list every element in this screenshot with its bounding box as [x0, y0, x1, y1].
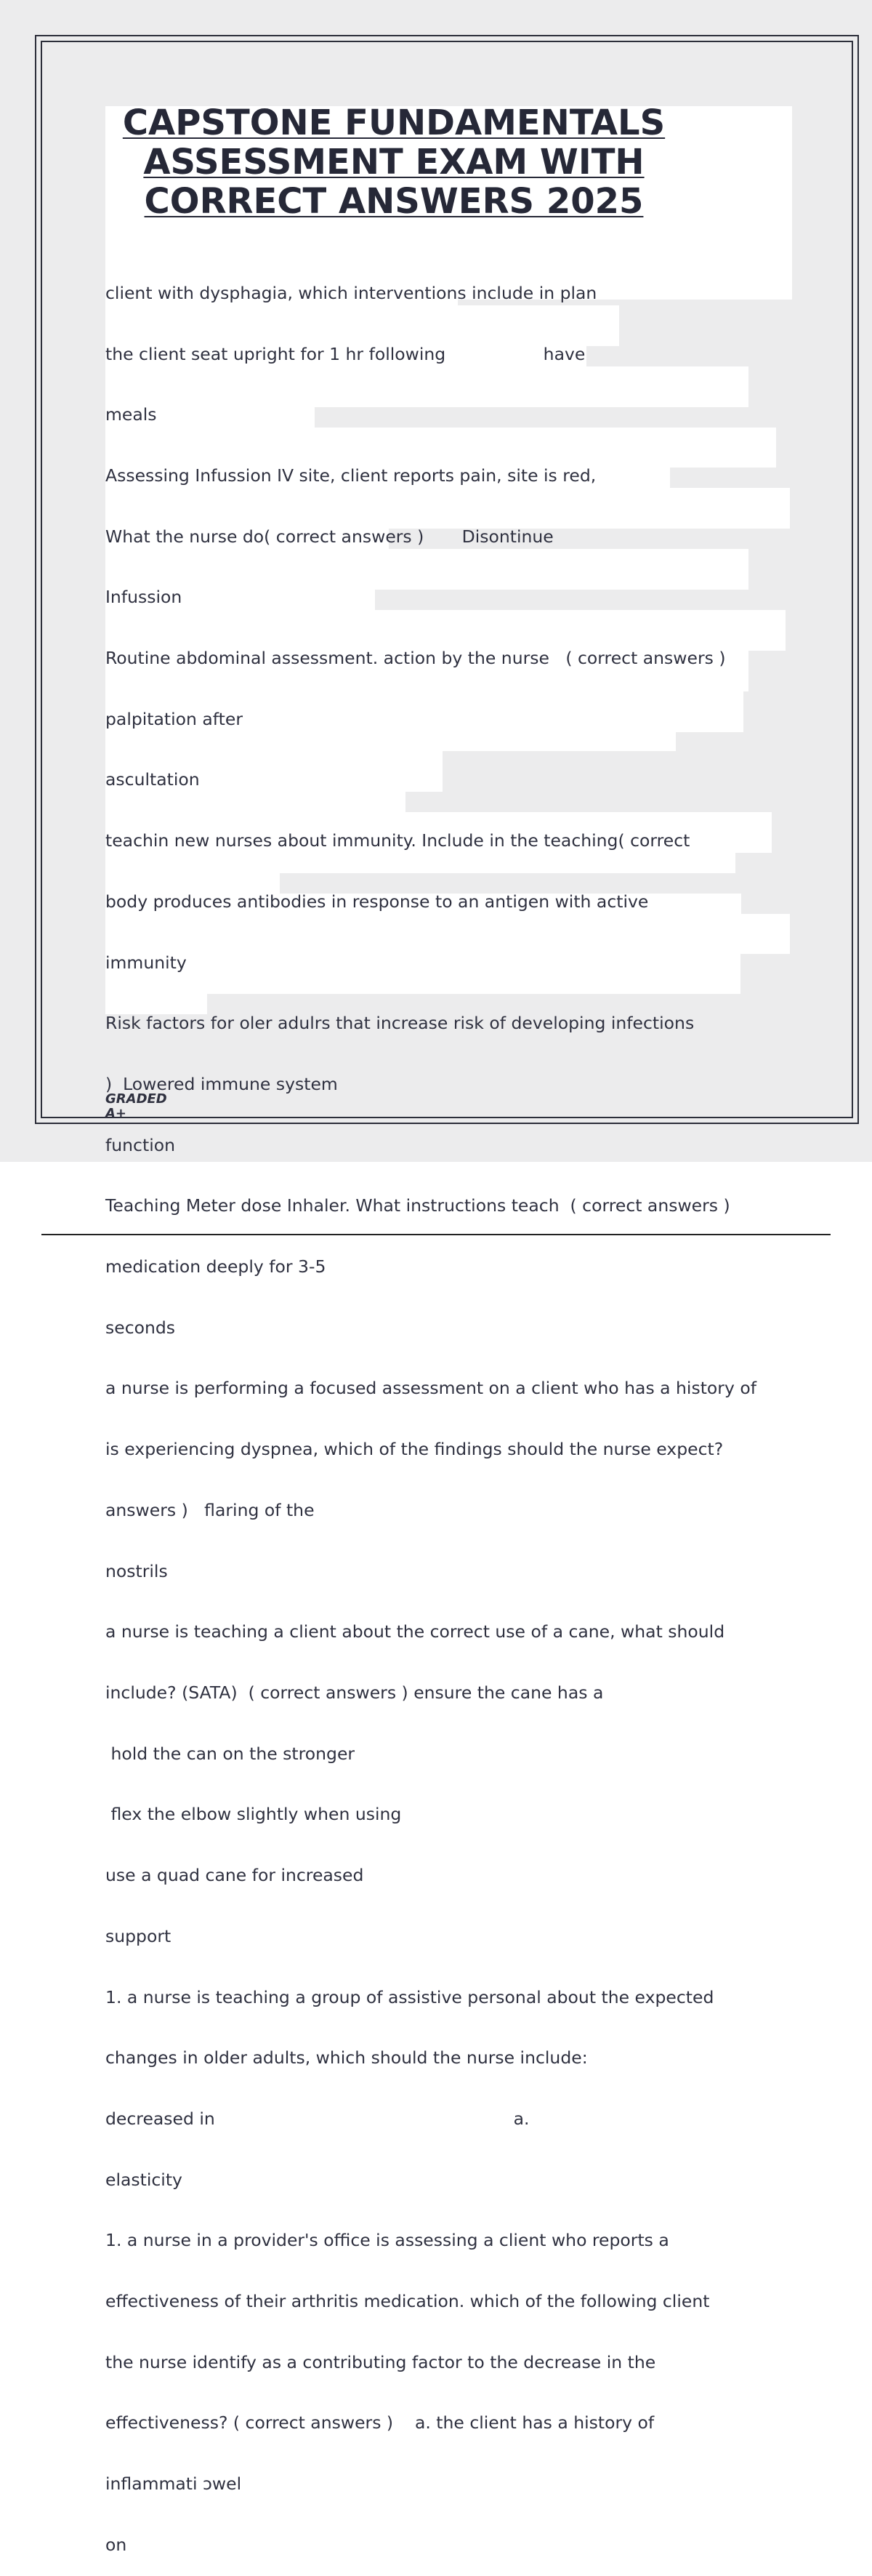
- text-line: ascultation: [105, 769, 200, 790]
- text-line: include? (SATA) ( correct answers ) ensure the cane has a: [105, 1682, 604, 1703]
- text-line: flex the elbow slightly when using: [105, 1804, 402, 1825]
- text-line: Risk factors for oler adulrs that increase risk of developing infections: [105, 1013, 695, 1034]
- document-title: [105, 103, 682, 221]
- text-line: meals: [105, 404, 157, 425]
- text-line: body produces antibodies in response to an antigen with active: [105, 891, 649, 912]
- text-line: decreased in a.: [105, 2108, 530, 2129]
- text-line: answers ) flaring of the: [105, 1499, 315, 1520]
- text-line: immunity: [105, 952, 187, 973]
- text-line: ) Lowered immune system: [105, 1073, 338, 1094]
- text-line: effectiveness of their arthritis medication. which of the following client: [105, 2291, 710, 2312]
- title-line: CORRECT ANSWERS 2025: [144, 181, 644, 222]
- text-line: hold the can on the stronger: [105, 1743, 355, 1764]
- text-line: inflammati ɔwel: [105, 2473, 242, 2495]
- title-line: CAPSTONE FUNDAMENTALS: [122, 103, 666, 143]
- grade-label: GRADED: [105, 1091, 167, 1107]
- grade-stamp: [105, 1092, 167, 1121]
- text-line: Assessing Infussion IV site, client reports pain, site is red,: [105, 465, 597, 486]
- grade-value: A+: [105, 1106, 127, 1121]
- text-line: a nurse is teaching a client about the correct use of a cane, what should: [105, 1621, 725, 1642]
- text-line: nostrils: [105, 1560, 168, 1581]
- text-line: Routine abdominal assessment. action by the nurse ( correct answers ): [105, 648, 726, 669]
- text-line: is experiencing dyspnea, which of the findings should the nurse expect?: [105, 1439, 724, 1460]
- text-line: a nurse is performing a focused assessment on a client who has a history of: [105, 1378, 756, 1399]
- text-line: effectiveness? ( correct answers ) a. the client has a history of: [105, 2412, 655, 2433]
- page-bottom-rule: [41, 1234, 831, 1235]
- text-line: use a quad cane for increased: [105, 1865, 364, 1886]
- text-line: the client seat upright for 1 hr following have: [105, 343, 586, 364]
- text-line: Teaching Meter dose Inhaler. What instructions teach ( correct answers ): [105, 1195, 730, 1216]
- text-line: client with dysphagia, which interventions include in plan: [105, 282, 597, 303]
- text-line: the nurse identify as a contributing factor to the decrease in the: [105, 2351, 656, 2372]
- text-line: 1. a nurse is teaching a group of assistive personal about the expected: [105, 1986, 714, 2007]
- text-line: seconds: [105, 1317, 176, 1338]
- text-line: function: [105, 1134, 175, 1155]
- document-body: [105, 243, 796, 2576]
- title-line: ASSESSMENT EXAM WITH: [143, 142, 645, 182]
- text-line: medication deeply for 3-5: [105, 1256, 326, 1277]
- text-line: elasticity: [105, 2169, 182, 2190]
- text-line: changes in older adults, which should the nurse include:: [105, 2047, 588, 2069]
- text-line: palpitation after: [105, 708, 243, 729]
- text-line: support: [105, 1925, 171, 1946]
- text-line: What the nurse do( correct answers ) Disontinue: [105, 526, 554, 547]
- text-line: on: [105, 2534, 127, 2555]
- text-line: teachin new nurses about immunity. Include in the teaching( correct: [105, 830, 690, 851]
- text-line: 1. a nurse in a provider's office is assessing a client who reports a: [105, 2230, 669, 2251]
- text-line: Infussion: [105, 587, 182, 608]
